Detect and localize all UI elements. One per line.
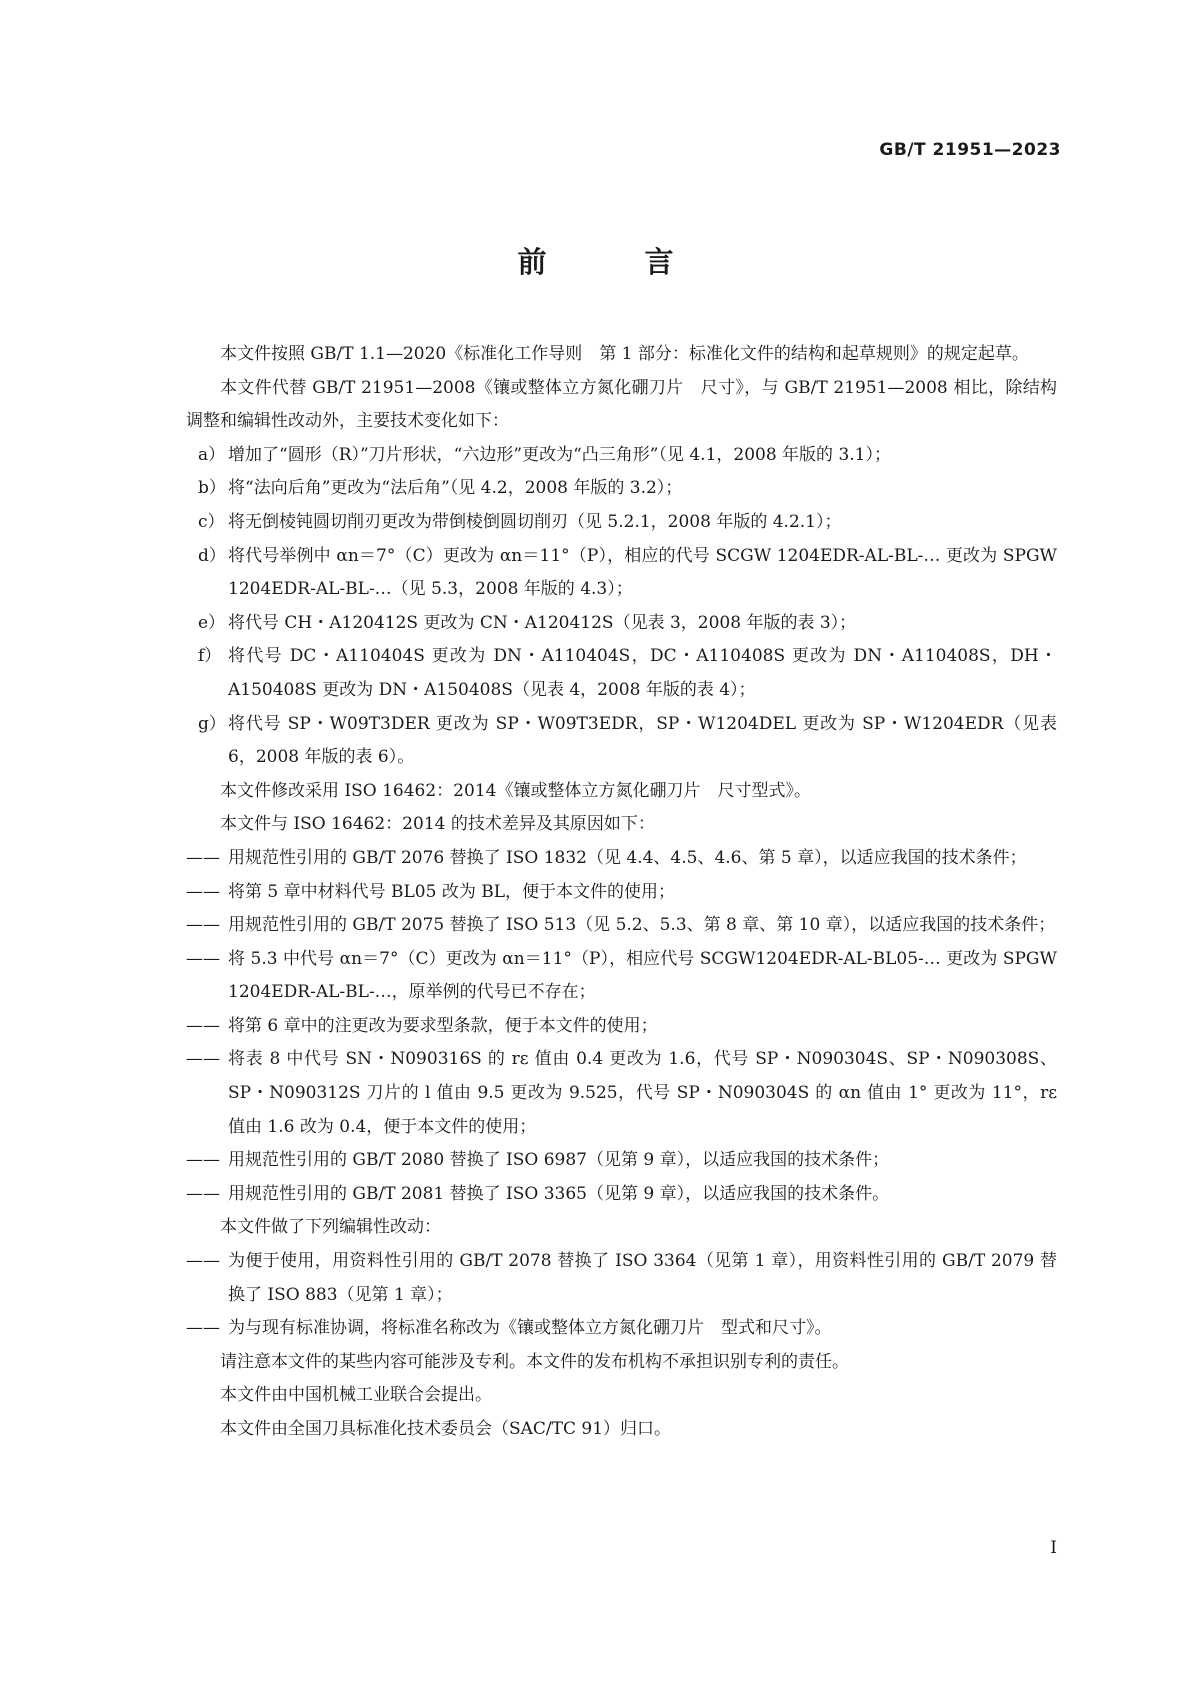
list-marker: ——	[186, 1015, 220, 1036]
list-text: 为便于使用，用资料性引用的 GB/T 2078 替换了 ISO 3364（见第 1 章），用资料性引用的 GB/T 2079 替换了 ISO 883（见第 1 章）；	[228, 1251, 1057, 1305]
list-marker: e）	[198, 612, 226, 633]
list-marker: c）	[198, 511, 225, 532]
list-marker: ——	[186, 1150, 220, 1171]
list-text: 将 5.3 中代号 αn＝7°（C）更改为 αn＝11°（P），相应代号 SCGW1204EDR-AL-BL05-… 更改为 SPGW 1204EDR-AL-BL-…，原举例的代号已不存在；	[228, 948, 1057, 1003]
paragraph-committee: 本文件由全国刀具标准化技术委员会（SAC/TC 91）归口。	[220, 1419, 672, 1439]
list-item	[186, 472, 1057, 506]
list-text: 将表 8 中代号 SN・N090316S 的 rε 值由 0.4 更改为 1.6，代号 SP・N090304S、SP・N090308S、SP・N090312S 刀片的 l 值由 9.5 更改为 9.525，代号 SP・N090304S 的 αn 值由 1° 更改为 11°，rε 值由 1.6 改为 0.4，便于本文件的使用；	[228, 1049, 1057, 1137]
list-marker: ——	[186, 915, 220, 936]
differences-list	[186, 842, 1057, 1212]
list-item	[186, 439, 1057, 473]
list-item	[186, 540, 1057, 607]
list-item	[186, 1144, 1057, 1178]
list-text: 增加了“圆形（R）”刀片形状，“六边形”更改为“凸三角形”（见 4.1，2008 年版的 3.1）；	[228, 444, 891, 465]
list-text: 将代号 SP・W09T3DER 更改为 SP・W09T3EDR，SP・W1204DEL 更改为 SP・W1204EDR（见表 6，2008 年版的表 6）。	[228, 713, 1057, 768]
list-item	[186, 1010, 1057, 1044]
paragraph-modified-adoption: 本文件修改采用 ISO 16462：2014《镶或整体立方氮化硼刀片 尺寸型式》。	[220, 780, 811, 801]
list-item	[186, 943, 1057, 1010]
list-marker: ——	[186, 881, 220, 902]
list-marker: d）	[198, 545, 226, 566]
list-item	[186, 909, 1057, 943]
list-text: 将第 5 章中材料代号 BL05 改为 BL，便于本文件的使用；	[228, 881, 676, 902]
list-item	[186, 607, 1057, 641]
list-marker: f）	[198, 646, 222, 667]
list-item	[186, 876, 1057, 910]
list-text: 用规范性引用的 GB/T 2081 替换了 ISO 3365（见第 9 章），以适应我国的技术条件。	[228, 1183, 890, 1204]
list-item	[186, 708, 1057, 775]
list-item	[186, 506, 1057, 540]
paragraph-differences-intro: 本文件与 ISO 16462：2014 的技术差异及其原因如下：	[220, 814, 655, 835]
paragraph-proposer: 本文件由中国机械工业联合会提出。	[220, 1385, 492, 1406]
list-text: 将代号 DC・A110404S 更改为 DN・A110404S，DC・A110408S 更改为 DN・A110408S，DH・A150408S 更改为 DN・A150408S（见表 4，2008 年版的表 4）；	[228, 646, 1057, 700]
list-text: 将第 6 章中的注更改为要求型条款，便于本文件的使用；	[228, 1015, 658, 1036]
list-text: 将“法向后角”更改为“法后角”（见 4.2，2008 年版的 3.2）；	[228, 478, 683, 499]
list-item	[186, 1245, 1057, 1312]
list-marker: ——	[186, 1318, 220, 1339]
list-item	[186, 1178, 1057, 1212]
list-item	[186, 640, 1057, 707]
list-item	[186, 1043, 1057, 1144]
list-marker: a）	[198, 444, 226, 465]
list-marker: g）	[198, 713, 226, 734]
paragraph-replaces: 本文件代替 GB/T 21951—2008《镶或整体立方氮化硼刀片 尺寸》，与 GB/T 21951—2008 相比，除结构调整和编辑性改动外，主要技术变化如下：	[186, 377, 1057, 432]
paragraph-patent-notice: 请注意本文件的某些内容可能涉及专利。本文件的发布机构不承担识别专利的责任。	[220, 1351, 849, 1372]
document-body	[186, 338, 1057, 1447]
paragraph-editorial-intro: 本文件做了下列编辑性改动：	[220, 1217, 441, 1238]
list-marker: ——	[186, 948, 220, 969]
list-item	[186, 842, 1057, 876]
list-text: 为与现有标准协调，将标准名称改为《镶或整体立方氮化硼刀片 型式和尺寸》。	[228, 1318, 832, 1339]
list-text: 将代号 CH・A120412S 更改为 CN・A120412S（见表 3，2008 年版的表 3）；	[228, 612, 857, 633]
list-marker: ——	[186, 847, 220, 868]
list-text: 将代号举例中 αn＝7°（C）更改为 αn＝11°（P），相应的代号 SCGW 1204EDR-AL-BL-… 更改为 SPGW 1204EDR-AL-BL-…（见 5.3，2008 年版的 4.3）；	[228, 545, 1057, 600]
page-number: I	[1050, 1538, 1057, 1558]
page-title: 前 言	[517, 245, 718, 279]
document-code: GB/T 21951—2023	[879, 140, 1061, 160]
editorial-list	[186, 1245, 1057, 1346]
list-text: 将无倒棱钝圆切削刃更改为带倒棱倒圆切削刃（见 5.2.1，2008 年版的 4.2.1）；	[228, 511, 842, 532]
paragraph-drafting-rules: 本文件按照 GB/T 1.1—2020《标准化工作导则 第 1 部分：标准化文件的结构和起草规则》的规定起草。	[220, 344, 1029, 364]
list-text: 用规范性引用的 GB/T 2076 替换了 ISO 1832（见 4.4、4.5、4.6、第 5 章），以适应我国的技术条件；	[228, 847, 1027, 868]
list-text: 用规范性引用的 GB/T 2080 替换了 ISO 6987（见第 9 章），以适应我国的技术条件；	[228, 1150, 890, 1171]
changes-list	[186, 439, 1057, 775]
list-item	[186, 1312, 1057, 1346]
list-marker: ——	[186, 1251, 220, 1272]
list-text: 用规范性引用的 GB/T 2075 替换了 ISO 513（见 5.2、5.3、第 8 章、第 10 章），以适应我国的技术条件；	[228, 915, 1056, 936]
list-marker: ——	[186, 1183, 220, 1204]
list-marker: b）	[198, 478, 226, 499]
list-marker: ——	[186, 1049, 220, 1070]
